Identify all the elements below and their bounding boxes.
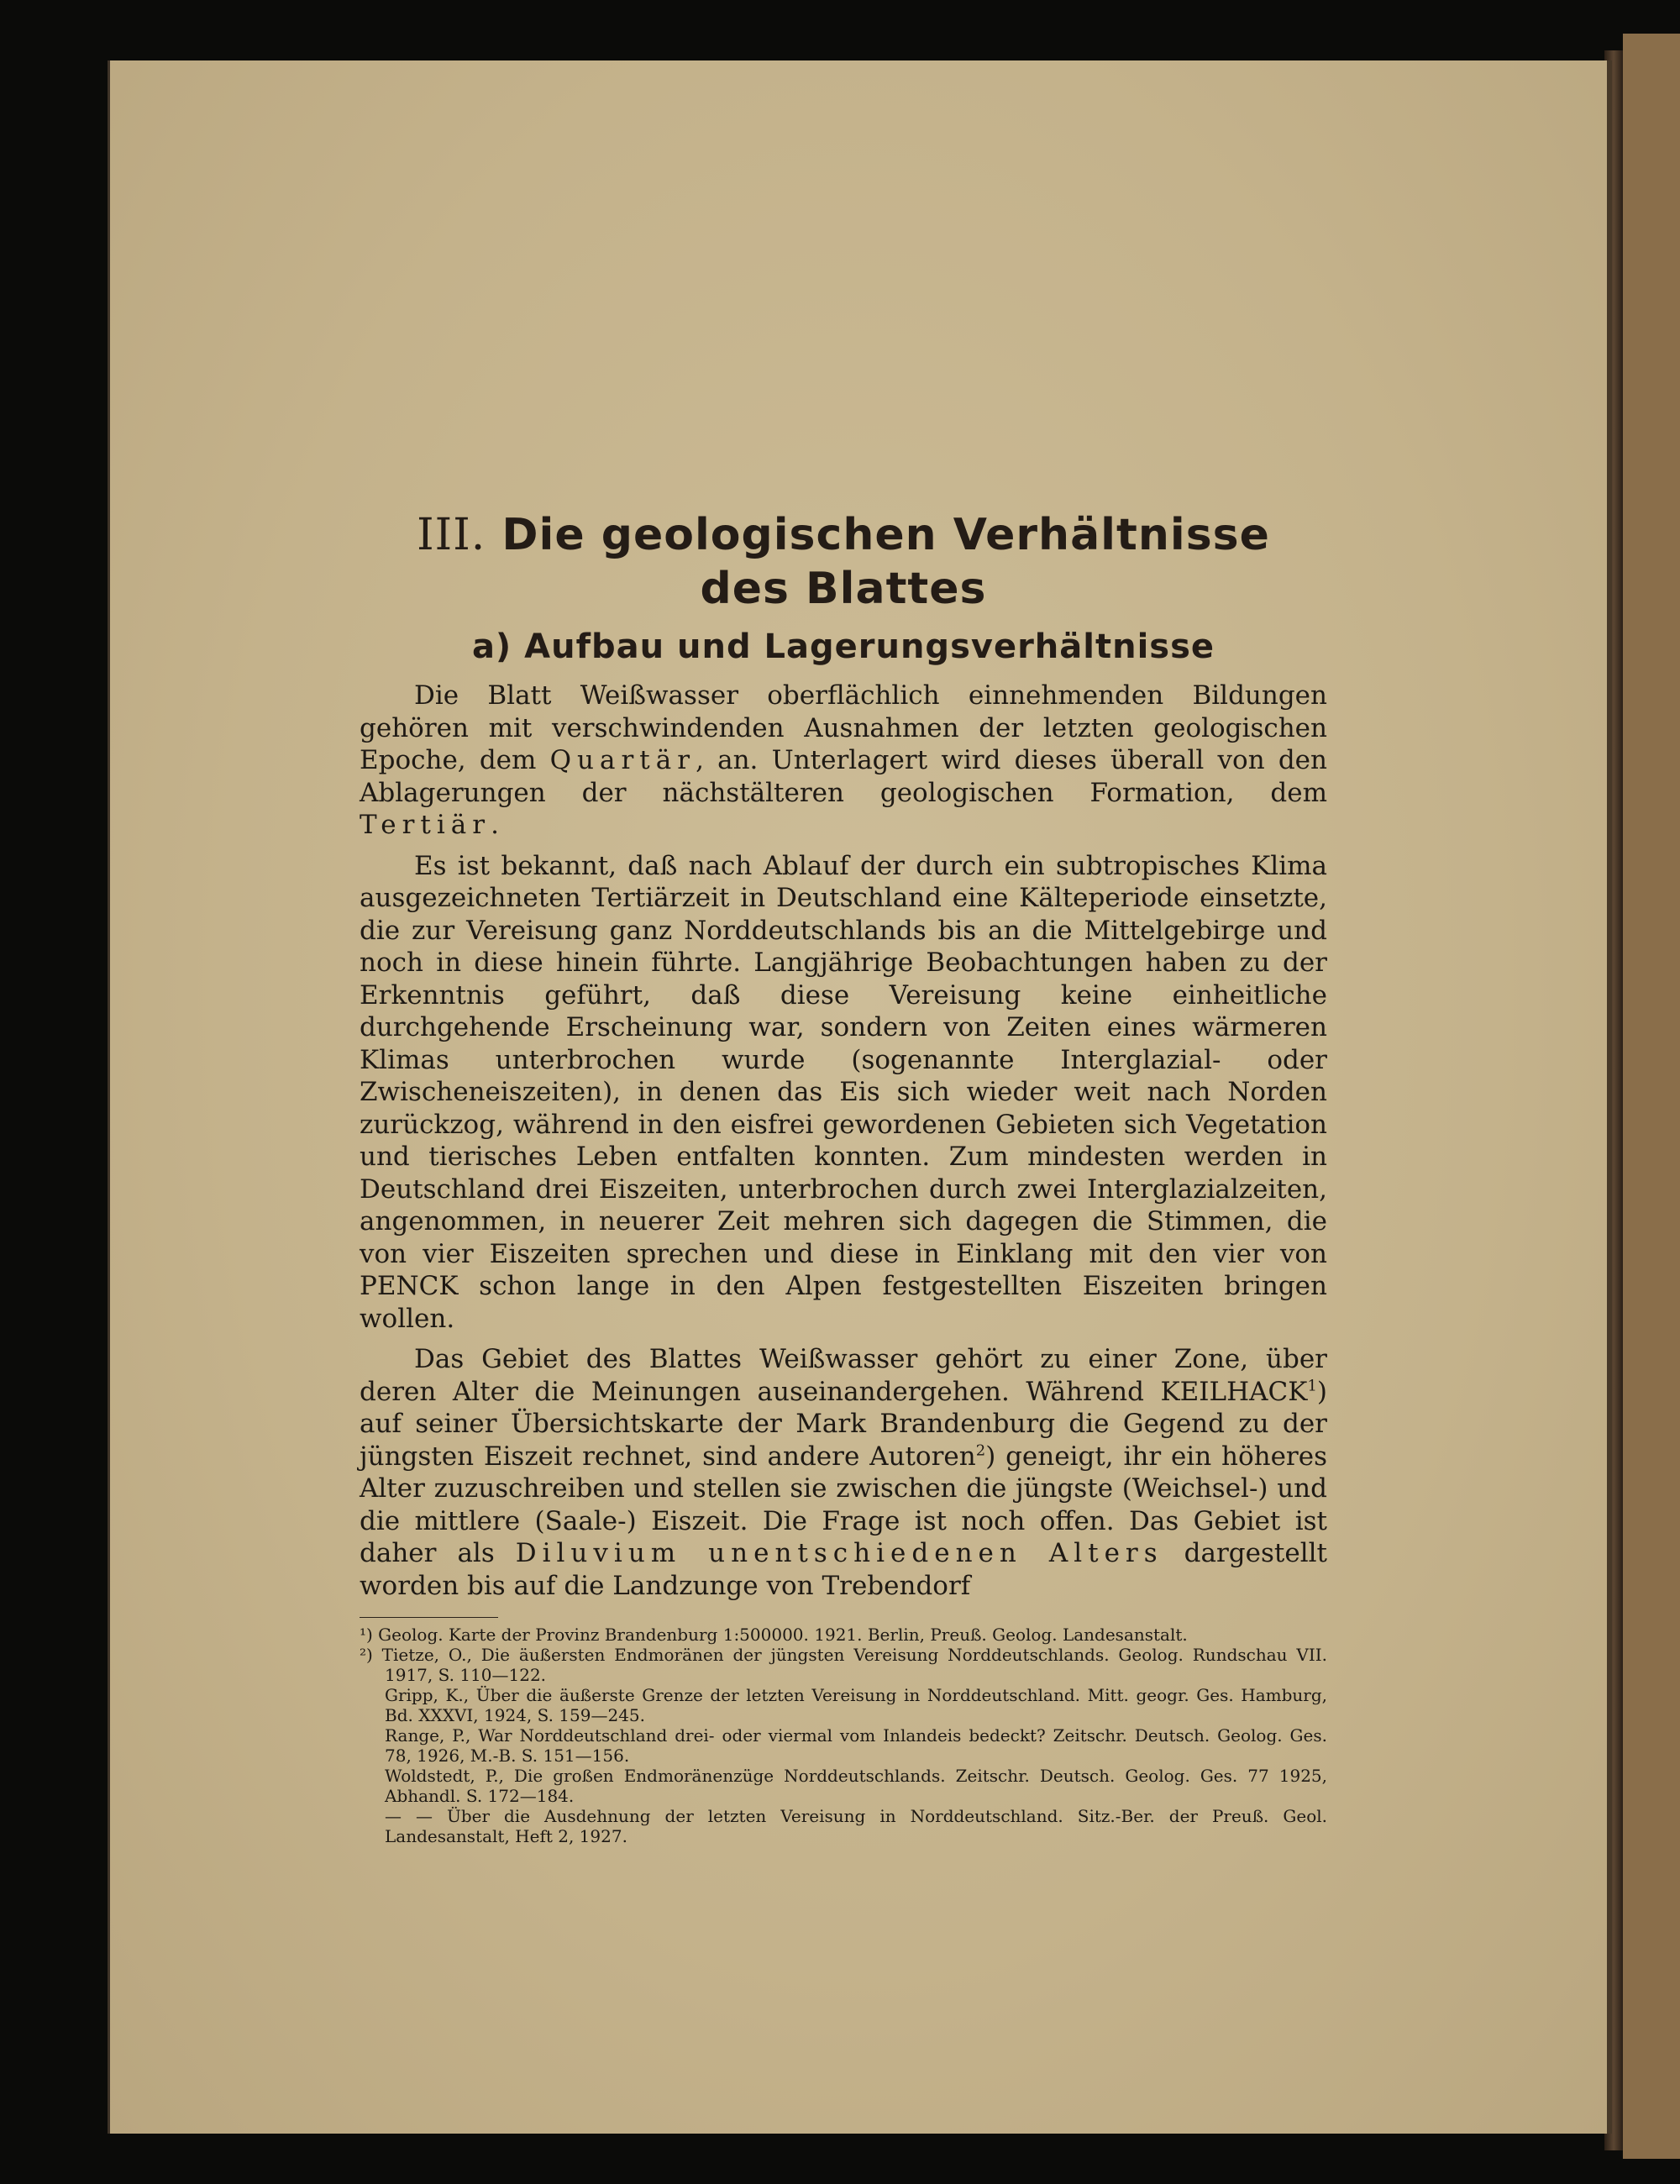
chapter-number: III. [417,510,486,560]
footnote-ref-1: 1 [1307,1377,1317,1395]
footnote-2-ref-woldstedt-2: — — Über die Ausdehnung der letzten Vereisung in Norddeutschland. Sitz.-Ber. der Preuß. Geol. Landesanstalt, Heft 2, 1927. [385,1806,1327,1846]
footnote-ref-2: 2 [975,1441,986,1460]
paragraph-1-text-a: Die Blatt Weißwasser oberflächlich einnehmenden Bildungen gehören mit verschwindenden Ausnahmen der letzten geologischen Epoche, dem [360,680,1327,775]
footnote-rule [360,1617,498,1618]
footnote-2-ref-range: Range, P., War Norddeutschland drei- oder viermal vom Inlandeis bedeckt? Zeitschr. Deutsch. Geolog. Ges. 78, 1926, M.-B. S. 151—156. [385,1725,1327,1766]
footnote-2: ²) Tietze, O., Die äußersten Endmoränen der jüngsten Vereisung Norddeutschlands. Geolog. Rundschau VII. 1917, S. 110—122. [360,1645,1327,1685]
chapter-title-line1: Die geologischen Verhältnisse [501,510,1270,560]
paragraph-3-text-a: Das Gebiet des Blattes Weißwasser gehört zu einer Zone, über deren Alter die Meinungen auseinandergehen. Während KEILHACK [360,1344,1327,1407]
footnote-1: ¹) Geolog. Karte der Provinz Brandenburg 1:500000. 1921. Berlin, Preuß. Geolog. Landesanstalt. [360,1625,1188,1645]
footnote-2-ref-woldstedt: Woldstedt, P., Die großen Endmoränenzüge Norddeutschlands. Zeitschr. Deutsch. Geolog. Ges. 77 1925, Abhandl. S. 172—184. [385,1766,1327,1806]
spaced-term-diluvium: Diluvium unentschiedenen Alters [515,1538,1163,1568]
paragraph-3-text-e: dargestellt worden bis auf die Landzunge von Trebendorf [360,1538,1327,1601]
paragraph-1-text-c: , an. Unterlagert wird dieses überall von den Ablagerungen der nächstälteren geologischen Formation, dem [360,745,1327,808]
paragraph-1-text-e: . [491,810,499,840]
paragraph-3-text-c: ) geneigt, ihr ein höheres Alter zuzuschreiben und stellen sie zwischen die jüngste (Weichsel-) und die mittlere (Saale-) Eiszeit. Die Frage ist noch offen. Das Gebiet ist daher als [360,1441,1327,1568]
spaced-term-tertiaer: Tertiär [360,810,491,840]
footnote-2-ref-gripp: Gripp, K., Über die äußerste Grenze der letzten Vereisung in Norddeutschland. Mitt. geogr. Ges. Hamburg, Bd. XXXVI, 1924, S. 159—245. [385,1685,1327,1725]
chapter-heading [360,508,1327,616]
adjacent-page-edge [1623,34,1680,2159]
paragraph-3-text-b: ) auf seiner Übersichtskarte der Mark Brandenburg die Gegend zu der jüngsten Eiszeit rechnet, sind andere Autoren [360,1376,1327,1472]
footnotes [360,1625,1327,1846]
paragraph-3 [360,1343,1327,1602]
chapter-title-line2: des Blattes [700,564,987,614]
page-content [360,508,1327,1846]
paragraph-2: Es ist bekannt, daß nach Ablauf der durch ein subtropisches Klima ausgezeichneten Tertiärzeit in Deutschland eine Kälteperiode einsetzte, die zur Vereisung ganz Norddeutschlands bis an die Mittelgebirge und noch in diese hinein führte. Langjährige Beobachtungen haben zu der Erkenntnis geführt, daß diese Vereisung keine einheitliche durchgehende Erscheinung war, sondern von Zeiten eines wärmeren Klimas unterbrochen wurde (sogenannte Interglazial- oder Zwischeneiszeiten), in denen das Eis sich wieder weit nach Norden zurückzog, während in den eisfrei gewordenen Gebieten sich Vegetation und tierisches Leben entfalten konnten. Zum mindesten werden in Deutschland drei Eiszeiten, unterbrochen durch zwei Interglazialzeiten, angenommen, in neuerer Zeit mehren sich dagegen die Stimmen, die von vier Eiszeiten sprechen und diese in Einklang mit den vier von PENCK schon lange in den Alpen festgestellten Eiszeiten bringen wollen. [360,850,1327,1334]
spaced-term-quartaer: Quartär [549,745,696,775]
paragraph-1 [360,680,1327,842]
section-heading: a) Aufbau und Lagerungsverhältnisse [471,627,1215,666]
body-text [360,680,1327,1602]
